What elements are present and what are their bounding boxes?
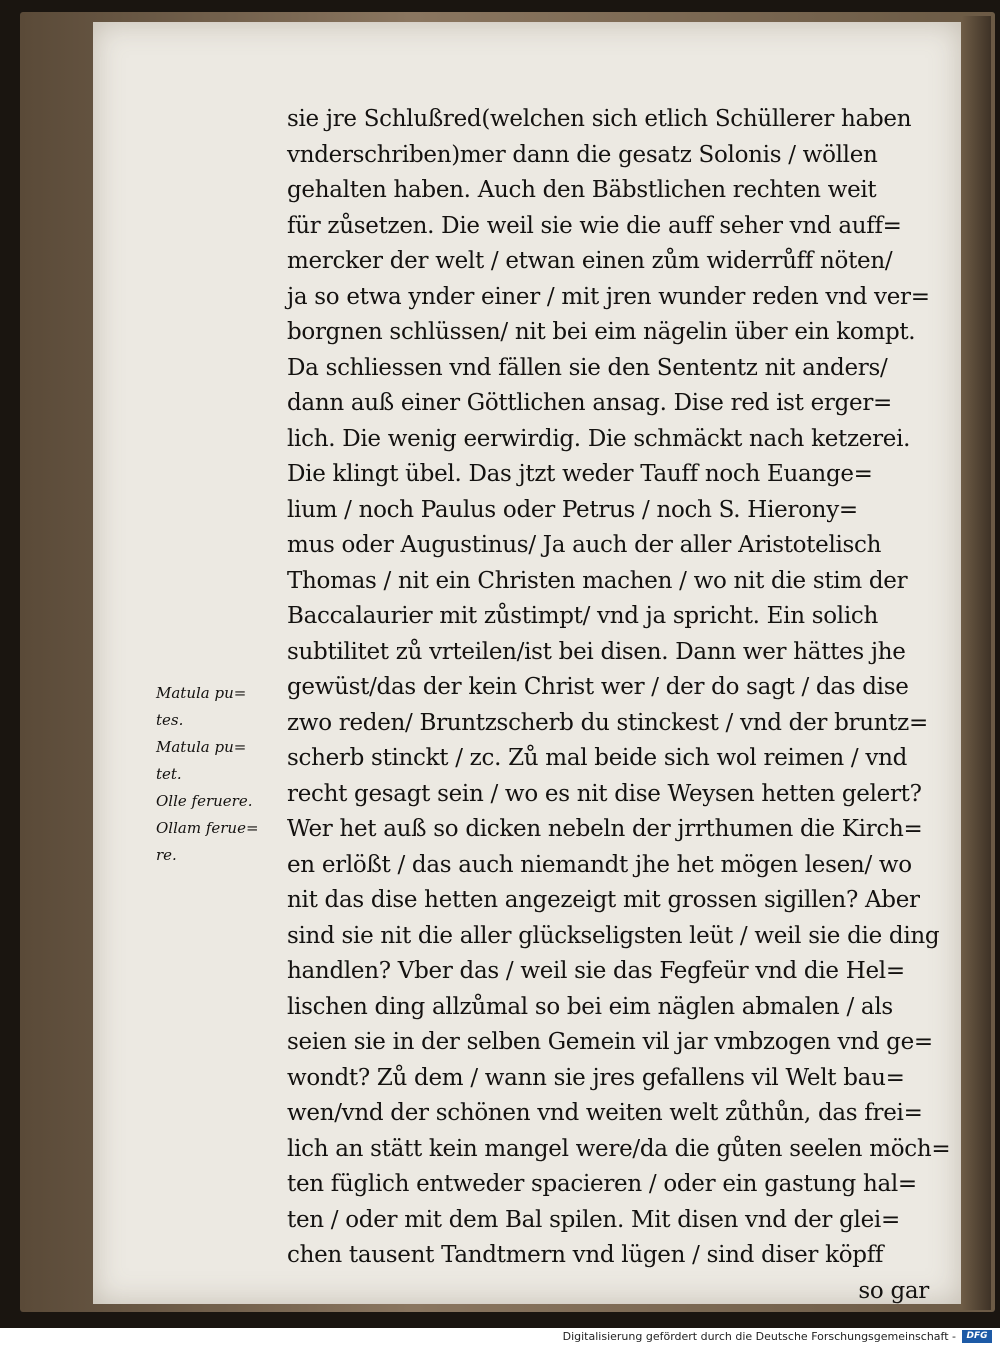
footer-credit: Digitalisierung gefördert durch die Deutsche Forschungsgemeinschaft - [562,1330,956,1343]
text-line: seien sie in der selben Gemein vil jar vmbzogen vnd ge= [287,1029,933,1055]
margin-note: Matula pu= [156,684,247,702]
text-line: recht gesagt sein / wo es nit dise Weysen hetten gelert? [287,780,922,807]
text-line: ja so etwa ynder einer / mit jren wunder reden vnd ver= [287,283,930,310]
text-line: sie jre Schlußred(welchen sich etlich Schüllerer haben [287,106,912,132]
text-line: wen/vnd der schönen vnd weiten welt zůthůn, das frei= [287,1100,923,1126]
text-line: Die klingt übel. Das jtzt weder Tauff noch Euange= [287,461,873,487]
text-line: lium / noch Paulus oder Petrus / noch S. Hierony= [287,496,858,523]
book-spine-edge [961,16,991,1310]
text-line: Baccalaurier mit zůstimpt/ vnd ja spricht. Ein solich [287,603,878,629]
text-line: lich an stätt kein mangel were/da die gůten seelen möch= [287,1135,951,1162]
text-line: lischen ding allzůmal so bei eim näglen abmalen / als [287,993,893,1020]
text-line: gehalten haben. Auch den Bäbstlichen rechten weit [287,177,877,203]
text-line: sind sie nit die aller glückseligsten leüt / weil sie die ding [287,922,940,949]
dfg-logo-icon: DFG [962,1330,992,1343]
text-line: Thomas / nit ein Christen machen / wo nit die stim der [287,567,908,594]
text-line: mercker der welt / etwan einen zům widerrůff nöten/ [287,248,893,274]
text-line: chen tausent Tandtmern vnd lügen / sind diser köpff [287,1242,884,1268]
margin-note: re. [156,846,177,864]
text-line: gewüst/das der kein Christ wer / der do sagt / das dise [287,674,909,700]
margin-notes [156,680,291,869]
text-line: Da schliessen vnd fällen sie den Sententz nit anders/ [287,354,888,381]
margin-note: Ollam ferue= [156,819,259,837]
text-line: handlen? Vber das / weil sie das Fegfeür vnd die Hel= [287,958,905,984]
text-line: lich. Die wenig eerwirdig. Die schmäckt nach ketzerei. [287,425,911,452]
catchword: so gar [858,1277,929,1304]
text-line: zwo reden/ Bruntzscherb du stinckest / vnd der bruntz= [287,709,928,736]
text-line: borgnen schlüssen/ nit bei eim nägelin über ein kompt. [287,319,916,345]
text-line: für zůsetzen. Die weil sie wie die auff seher vnd auff= [287,212,902,239]
margin-note: Olle feruere. [156,792,253,810]
text-line: Wer het auß so dicken nebeln der jrrthumen die Kirch= [287,816,923,842]
margin-note: Matula pu= [156,738,247,756]
text-line: vnderschriben)mer dann die gesatz Solonis / wöllen [287,141,878,168]
text-line: wondt? Zů dem / wann sie jres gefallens vil Welt bau= [287,1064,905,1091]
text-line: nit das dise hetten angezeigt mit grossen sigillen? Aber [287,887,920,913]
text-line: ten / oder mit dem Bal spilen. Mit disen vnd der glei= [287,1206,900,1233]
margin-note: tet. [156,765,182,783]
text-line: en erlößt / das auch niemandt jhe het mögen lesen/ wo [287,851,912,878]
text-line: ten füglich entweder spacieren / oder ein gastung hal= [287,1171,917,1197]
footer-bar [0,1328,1000,1347]
text-line: scherb stinckt / zc. Zů mal beide sich wol reimen / vnd [287,745,907,771]
margin-note: tes. [156,711,184,729]
text-line: dann auß einer Göttlichen ansag. Dise red ist erger= [287,390,892,416]
main-text-block [287,102,951,1309]
text-line: subtilitet zů vrteilen/ist bei disen. Dann wer hättes jhe [287,638,906,665]
text-line: mus oder Augustinus/ Ja auch der aller Aristotelisch [287,532,882,558]
